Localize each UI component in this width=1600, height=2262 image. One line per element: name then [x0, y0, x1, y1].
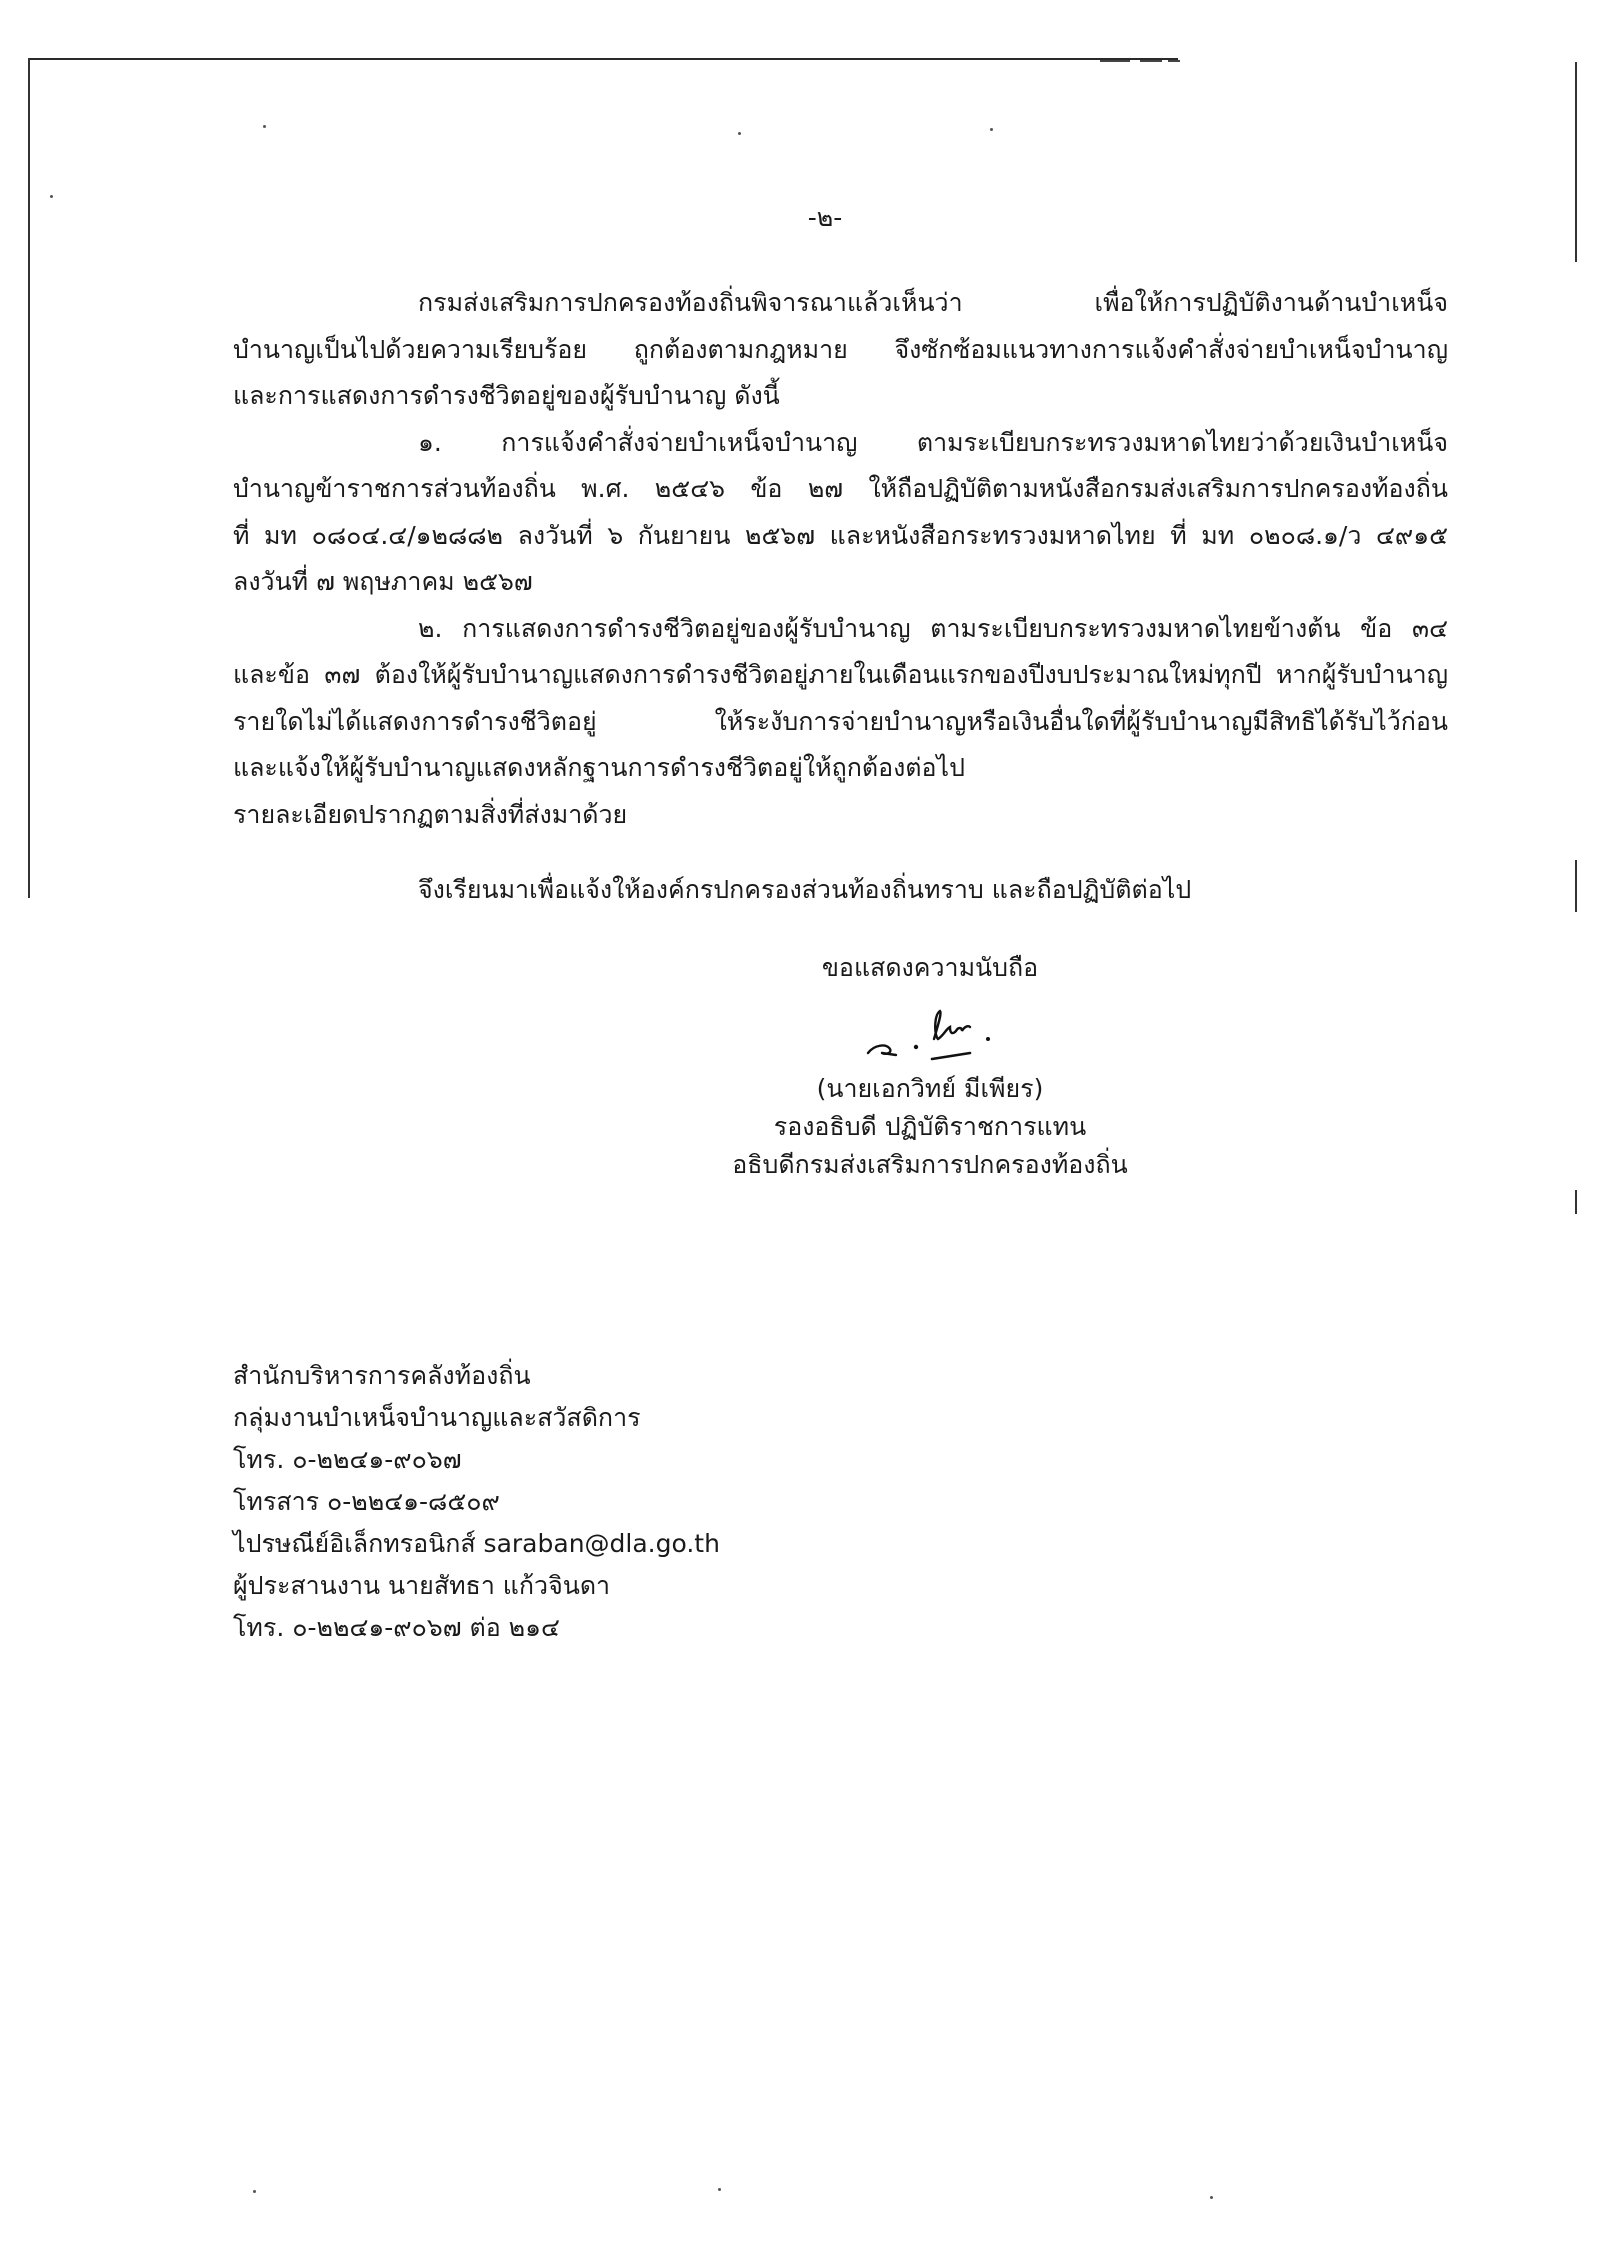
scan-border-dash — [1100, 60, 1130, 62]
office-name: สำนักบริหารการคลังท้องถิ่น — [233, 1361, 531, 1390]
scan-border-left — [28, 58, 30, 898]
text-line: ๑. การแจ้งคำสั่งจ่ายบำเหน็จบำนาญ ตามระเบียบกระทรวงมหาดไทยว่าด้วยเงินบำเหน็จ — [418, 427, 1448, 457]
scan-speck — [718, 2188, 721, 2191]
text-line: บำนาญข้าราชการส่วนท้องถิ่น พ.ศ. ๒๕๔๖ ข้อ ๒๗ ให้ถือปฏิบัติตามหนังสือกรมส่งเสริมการปกครองท้องถิ่น — [233, 474, 1448, 503]
scan-speck — [253, 2190, 256, 2193]
signature-block — [720, 945, 1140, 1184]
text-line: และข้อ ๓๗ ต้องให้ผู้รับบำนาญแสดงการดำรงชีวิตอยู่ภายในเดือนแรกของปีงบประมาณใหม่ทุกปี หากผู้รับบำนาญ — [233, 660, 1448, 689]
fax-number: โทรสาร ๐-๒๒๔๑-๘๕๐๙ — [233, 1487, 500, 1516]
letter-body — [233, 280, 1448, 838]
regards-text: ขอแสดงความนับถือ — [821, 953, 1039, 982]
email-address: ไปรษณีย์อิเล็กทรอนิกส์ saraban@dla.go.th — [233, 1529, 720, 1558]
text-line: ลงวันที่ ๗ พฤษภาคม ๒๕๖๗ — [233, 567, 533, 596]
division-name: กลุ่มงานบำเหน็จบำนาญและสวัสดิการ — [233, 1403, 641, 1432]
scan-border-right — [1575, 1190, 1577, 1214]
paragraph-intro — [233, 280, 1448, 420]
coordinator-phone: โทร. ๐-๒๒๔๑-๙๐๖๗ ต่อ ๒๑๔ — [233, 1613, 560, 1642]
signer-details — [720, 1070, 1140, 1184]
paragraph-details — [233, 792, 1448, 839]
scan-speck — [990, 128, 993, 131]
handwritten-signature — [830, 995, 1030, 1070]
text-line: รายใดไม่ได้แสดงการดำรงชีวิตอยู่ ให้ระงับการจ่ายบำนาญหรือเงินอื่นใดที่ผู้รับบำนาญมีสิทธิได้รับไว้ก่อน — [233, 706, 1448, 736]
scan-speck — [263, 125, 266, 128]
scan-border-top — [28, 58, 1178, 60]
signer-position: อธิบดีกรมส่งเสริมการปกครองท้องถิ่น — [732, 1150, 1128, 1179]
text-line: ที่ มท ๐๘๐๔.๔/๑๒๘๘๒ ลงวันที่ ๖ กันยายน ๒๕๖๗ และหนังสือกระทรวงมหาดไทย ที่ มท ๐๒๐๘.๑/ว ๔๙๑๕ — [233, 520, 1448, 550]
coordinator-name: ผู้ประสานงาน นายสัทธา แก้วจินดา — [233, 1571, 611, 1600]
closing-line: จึงเรียนมาเพื่อแจ้งให้องค์กรปกครองส่วนท้องถิ่นทราบ และถือปฏิบัติต่อไป — [418, 875, 1192, 904]
scan-border-dash — [1168, 60, 1180, 62]
scan-border-dash — [1140, 60, 1162, 62]
text-line: รายละเอียดปรากฏตามสิ่งที่ส่งมาด้วย — [233, 799, 628, 829]
signer-name: (นายเอกวิทย์ มีเพียร) — [816, 1074, 1044, 1103]
scan-speck — [1210, 2196, 1213, 2199]
signer-position: รองอธิบดี ปฏิบัติราชการแทน — [773, 1112, 1087, 1141]
text-line: กรมส่งเสริมการปกครองท้องถิ่นพิจารณาแล้วเห็นว่า เพื่อให้การปฏิบัติงานด้านบำเหน็จ — [418, 288, 1448, 317]
scan-speck — [738, 132, 741, 135]
scan-border-right — [1575, 860, 1577, 912]
text-line: ๒. การแสดงการดำรงชีวิตอยู่ของผู้รับบำนาญ ตามระเบียบกระทรวงมหาดไทยข้างต้น ข้อ ๓๔ — [418, 613, 1448, 643]
paragraph-item-2 — [233, 606, 1448, 792]
paragraph-item-1 — [233, 420, 1448, 606]
contact-block — [233, 1355, 720, 1649]
text-line: และแจ้งให้ผู้รับบำนาญแสดงหลักฐานการดำรงชีวิตอยู่ให้ถูกต้องต่อไป — [233, 753, 965, 782]
phone-number: โทร. ๐-๒๒๔๑-๙๐๖๗ — [233, 1445, 462, 1474]
page-number: -๒- — [807, 203, 843, 232]
text-line: และการแสดงการดำรงชีวิตอยู่ของผู้รับบำนาญ ดังนี้ — [233, 381, 780, 410]
text-line: บำนาญเป็นไปด้วยความเรียบร้อย ถูกต้องตามกฎหมาย จึงซักซ้อมแนวทางการแจ้งคำสั่งจ่ายบำเหน็จบำนาญ — [233, 334, 1448, 364]
